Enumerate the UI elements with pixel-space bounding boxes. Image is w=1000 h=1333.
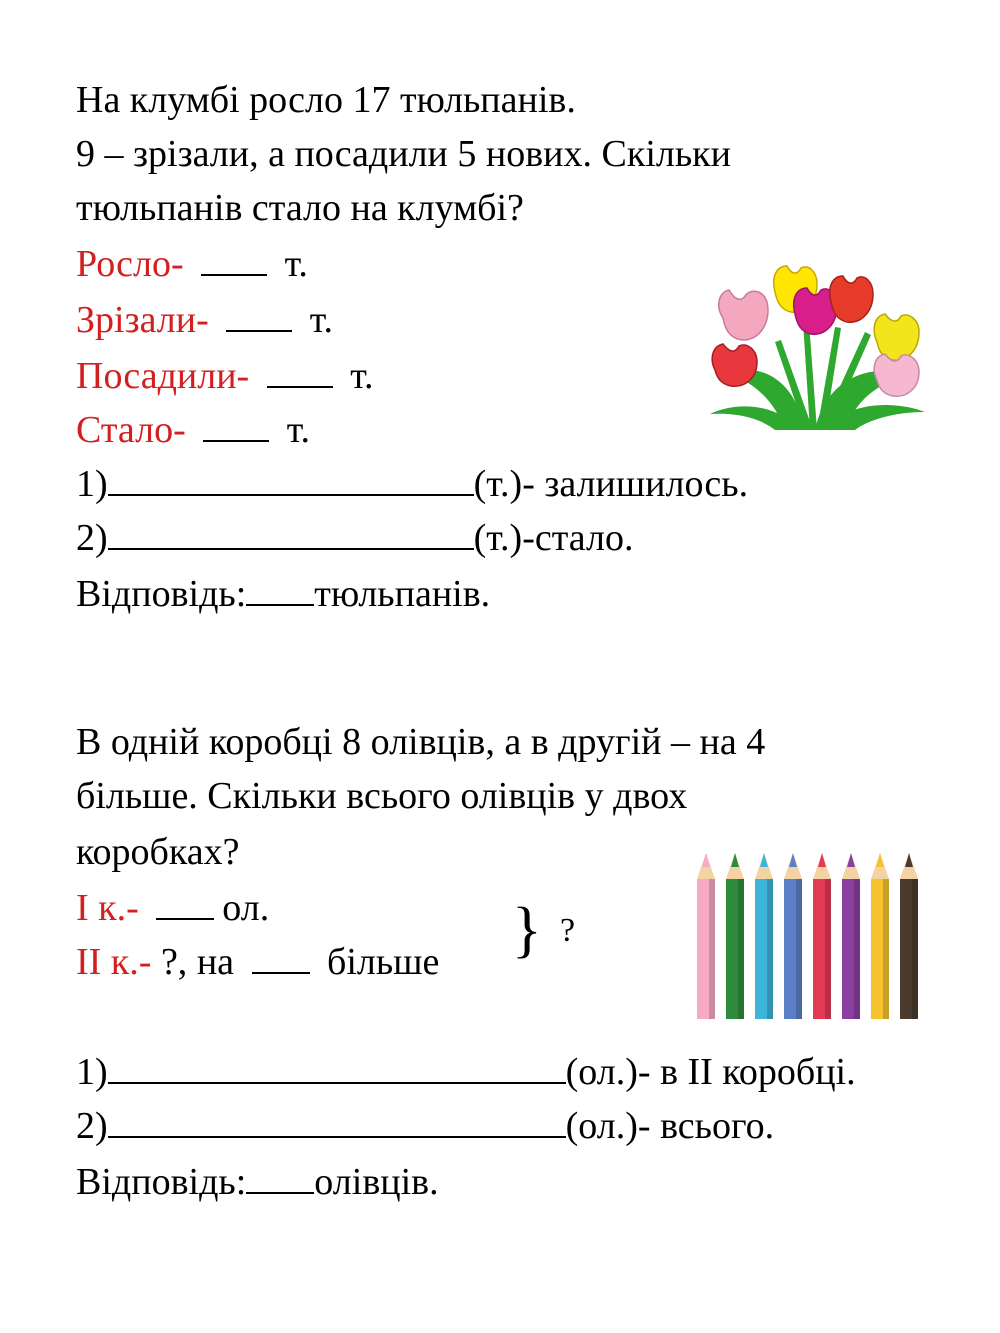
curly-brace: } [512, 896, 542, 964]
pencil [871, 853, 889, 1019]
task1-answer [76, 572, 490, 616]
planted-unit: т. [350, 355, 374, 397]
task2-step2-blank[interactable] [108, 1106, 566, 1138]
became-row [76, 408, 310, 452]
tulip-flowers [712, 266, 919, 396]
task1-line2: 9 – зрізали, а посадили 5 нових. Скільки [76, 133, 731, 175]
became-label: Стало- [76, 409, 186, 451]
pencils-image [683, 845, 928, 1025]
task2-line1: В одній коробці 8 олівців, а в другій – на 4 [76, 721, 766, 763]
cut-blank[interactable] [226, 300, 292, 332]
became-unit: т. [286, 409, 310, 451]
pencil [784, 853, 802, 1019]
task2-step1-prefix: 1) [76, 1051, 108, 1093]
task1-step2-prefix: 2) [76, 517, 108, 559]
grew-unit: т. [284, 243, 308, 285]
tulip-red-left [712, 344, 757, 386]
task1-answer-prefix: Відповідь: [76, 573, 247, 615]
task1-answer-blank[interactable] [246, 574, 314, 606]
box2-question: ?, [160, 941, 188, 983]
cut-label: Зрізали- [76, 299, 209, 341]
tulip-bouquet-image [705, 262, 930, 430]
task2-answer-blank[interactable] [246, 1162, 314, 1194]
task2-answer [76, 1160, 439, 1204]
task1-step2-blank[interactable] [108, 518, 474, 550]
box2-label: ІІ к.- [76, 941, 152, 983]
task1-line1: На клумбі росло 17 тюльпанів. [76, 79, 576, 121]
box1-row [76, 886, 269, 930]
pencil [726, 853, 744, 1019]
task1-answer-suffix: тюльпанів. [314, 573, 491, 615]
task1-step1-suffix: (т.)- залишилось. [473, 463, 749, 505]
grew-label: Росло- [76, 243, 184, 285]
box1-blank[interactable] [156, 888, 214, 920]
task1-line3: тюльпанів стало на клумбі? [76, 187, 524, 229]
task2-answer-suffix: олівців. [314, 1161, 439, 1203]
task2-answer-prefix: Відповідь: [76, 1161, 247, 1203]
task1-step1-blank[interactable] [108, 464, 474, 496]
task1-step1-prefix: 1) [76, 463, 108, 505]
task1-step2 [76, 516, 633, 560]
task2-line3: коробках? [76, 831, 240, 873]
tulip-yellow-right [874, 314, 919, 360]
pencil [813, 853, 831, 1019]
cut-unit: т. [309, 299, 334, 341]
task2-step1-suffix: (ол.)- в ІІ коробці. [565, 1051, 856, 1093]
box2-row [76, 940, 439, 984]
grew-blank[interactable] [201, 244, 267, 276]
tulip-red-top [830, 276, 873, 322]
tulip-pink-right [874, 354, 919, 396]
task2-step1 [76, 1050, 856, 1094]
box2-on: на [196, 941, 235, 983]
box2-more: більше [327, 941, 440, 983]
planted-row [76, 354, 373, 398]
task2-step2-suffix: (ол.)- всього. [565, 1105, 775, 1147]
became-blank[interactable] [203, 410, 269, 442]
cut-row [76, 298, 333, 342]
total-question-mark: ? [560, 912, 576, 949]
tulip-pink-left [719, 290, 768, 340]
pencil [755, 853, 773, 1019]
task2-line2: більше. Скільки всього олівців у двох [76, 775, 688, 817]
planted-blank[interactable] [267, 356, 333, 388]
pencil [900, 853, 918, 1019]
box1-label: І к.- [76, 887, 139, 929]
box1-unit: ол. [222, 887, 270, 929]
task2-step2 [76, 1104, 774, 1148]
pencil [842, 853, 860, 1019]
task1-step2-suffix: (т.)-стало. [473, 517, 634, 559]
task1-step1 [76, 462, 748, 506]
grew-row [76, 242, 308, 286]
pencil [697, 853, 715, 1019]
planted-label: Посадили- [76, 355, 250, 397]
task2-step2-prefix: 2) [76, 1105, 108, 1147]
box2-blank[interactable] [252, 942, 310, 974]
task2-step1-blank[interactable] [108, 1052, 566, 1084]
